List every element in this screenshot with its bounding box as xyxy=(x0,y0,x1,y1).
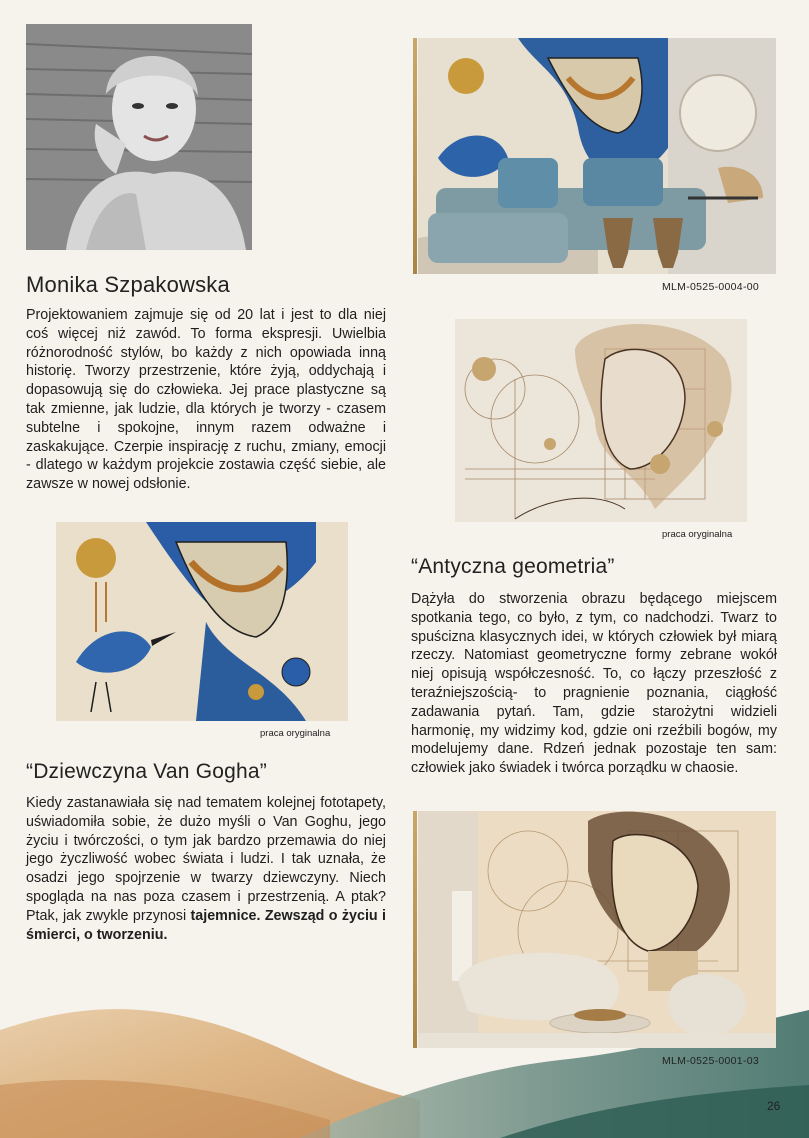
antyczna-product-code: MLM-0525-0001-03 xyxy=(662,1055,760,1067)
designer-name: Monika Szpakowska xyxy=(26,272,230,297)
van-gogha-original-artwork xyxy=(56,522,348,721)
van-gogha-title: “Dziewczyna Van Gogha” xyxy=(26,760,267,783)
van-gogha-product-code: MLM-0525-0004-00 xyxy=(662,281,760,293)
gold-accent-bar xyxy=(413,811,417,1048)
van-gogha-caption: praca oryginalna xyxy=(260,728,331,739)
designer-portrait-photo xyxy=(26,24,252,250)
van-gogha-interior-photo xyxy=(418,38,776,274)
antyczna-description: Dążyła do stworzenia obrazu będącego miejscem spotkania tego, co było, z tym, co nadchodzi. Twarz to spuścizna klasycznych idei, w których człowiek był miarą rzeczy. Natomiast geometryczne formy zebrane wokół niej opisują współczesność. To, co łączy przeszłość z teraźniejszością- to pragnienie poznania, ciągłość zadawania pytań. Tam, gdzie starożytni widzieli harmonię, my widzimy kod, gdzie oni rzeźbili bogów, my modelujemy dane. Rdzeń jednak pozostaje ten sam: człowiek jako świadek i twórca porządku w chaosie. xyxy=(411,591,777,777)
gold-accent-bar xyxy=(413,38,417,274)
page-number: 26 xyxy=(767,1099,781,1113)
van-gogha-description-text: Kiedy zastanawiała się nad tematem kolejnej fototapety, uświadomiła sobie, że dużo myśli o Van Goghu, jego życiu i twórczości, o tym jak bardzo przemawia do niej jego życzliwość wobec świata i ludzi. I tak uznała, że osadzi jego spojrzenie w twarzy dziewczyny. Niech spogląda na nas poza czasem i przestrzenią. A ptak? Ptak, jak zwykle przynosi xyxy=(26,795,386,924)
antyczna-title: “Antyczna geometria” xyxy=(411,555,615,578)
van-gogha-description xyxy=(26,794,386,944)
designer-bio: Projektowaniem zajmuje się od 20 lat i jest to dla niej coś więcej niż zawód. To forma ekspresji. Uwielbia różnorodność stylów, bo każdy z nich opowiada inną historię. Tworzy przestrzenie, które żyją, oddychają i dopasowują się do człowieka. Jej prace plastyczne są tak zmienne, jak ludzie, dla których je tworzy - czasem subtelne i spokojne, innym razem odważne i zaskakujące. Czerpie inspirację z ruchu, zmiany, emocji - dlatego w każdym projekcie zostawia część siebie, ale zawsze w nowej odsłonie. xyxy=(26,307,386,493)
antyczna-interior-photo xyxy=(418,811,776,1048)
van-gogha-description-bold: tajemnice. Zewsząd o życiu i śmierci, o tworzeniu. xyxy=(26,907,386,943)
antyczna-original-artwork xyxy=(455,319,747,522)
antyczna-caption: praca oryginalna xyxy=(662,529,733,540)
